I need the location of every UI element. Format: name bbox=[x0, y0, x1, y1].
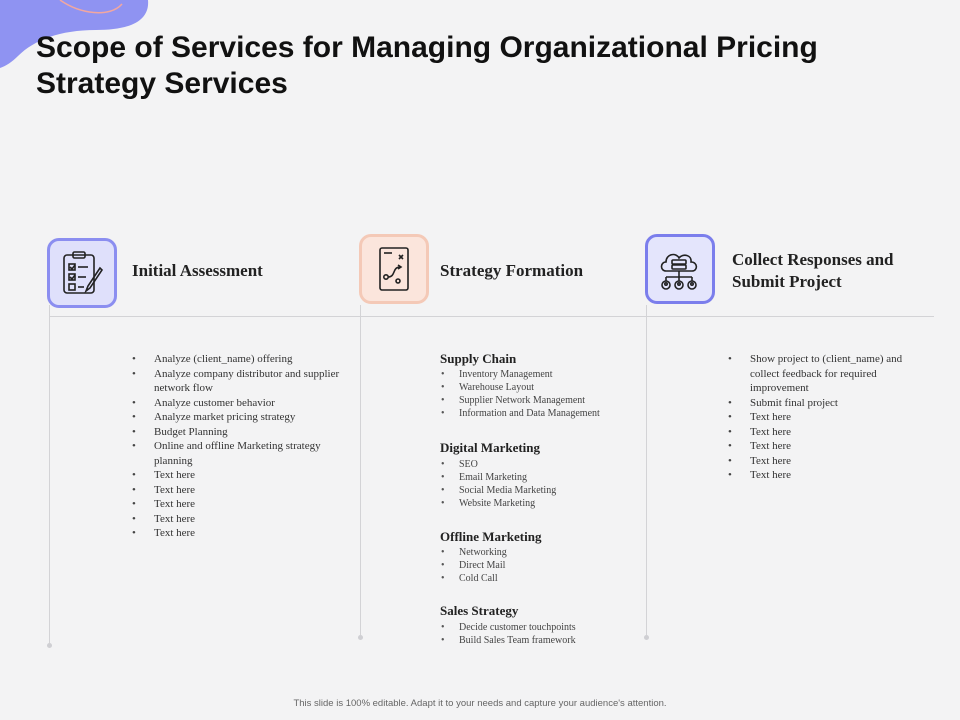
checklist-icon bbox=[60, 250, 104, 296]
list-item: • Text here bbox=[130, 512, 340, 527]
list-item: • SEO bbox=[440, 458, 645, 471]
list-item: • Text here bbox=[130, 526, 340, 541]
horizontal-divider bbox=[50, 316, 934, 317]
timeline-line-2 bbox=[360, 305, 361, 637]
list-item: • Analyze (client_name) offering bbox=[130, 352, 340, 367]
timeline-line-1 bbox=[49, 305, 50, 645]
list-item: • Submit final project bbox=[726, 396, 906, 411]
digital-marketing-list bbox=[440, 458, 645, 510]
footer-note: This slide is 100% editable. Adapt it to your needs and capture your audience's attention. bbox=[293, 698, 667, 709]
heading-strategy-formation: Strategy Formation bbox=[440, 261, 584, 280]
icon-card-strategy-formation bbox=[359, 234, 429, 304]
list-item: • Analyze market pricing strategy bbox=[130, 410, 340, 425]
list-item: • Decide customer touchpoints bbox=[440, 621, 645, 634]
list-item: • Text here bbox=[130, 497, 340, 512]
list-item: • Direct Mail bbox=[440, 559, 645, 572]
offline-marketing-list bbox=[440, 546, 645, 585]
section-title-sales-strategy: Sales Strategy bbox=[440, 603, 519, 618]
heading-initial-assessment: Initial Assessment bbox=[132, 261, 263, 280]
section-title-supply-chain: Supply Chain bbox=[440, 351, 517, 366]
section-title-offline-marketing: Offline Marketing bbox=[440, 529, 542, 544]
cloud-network-icon bbox=[654, 243, 706, 295]
list-item: • Text here bbox=[130, 483, 340, 498]
list-item: • Networking bbox=[440, 546, 645, 559]
list-item: • Analyze customer behavior bbox=[130, 396, 340, 411]
supply-chain-list bbox=[440, 368, 645, 420]
list-item: • Text here bbox=[726, 454, 906, 469]
list-item: • Online and offline Marketing strategy planning bbox=[130, 439, 340, 468]
list-item: • Inventory Management bbox=[440, 368, 645, 381]
list-item: • Text here bbox=[130, 468, 340, 483]
list-item: • Text here bbox=[726, 439, 906, 454]
heading-collect-responses: Collect Responses and Submit Project bbox=[732, 250, 894, 291]
timeline-line-3 bbox=[646, 305, 647, 637]
icon-card-initial-assessment bbox=[47, 238, 117, 308]
list-item: • Text here bbox=[726, 410, 906, 425]
list-item: • Budget Planning bbox=[130, 425, 340, 440]
collect-responses-list bbox=[726, 352, 906, 483]
sales-strategy-list bbox=[440, 621, 645, 647]
page-title: Scope of Services for Managing Organizational Pricing Strategy Services bbox=[36, 31, 818, 100]
list-item: • Social Media Marketing bbox=[440, 484, 645, 497]
list-item: • Supplier Network Management bbox=[440, 394, 645, 407]
list-item: • Build Sales Team framework bbox=[440, 634, 645, 647]
list-item: • Analyze company distributor and supplier network flow bbox=[130, 367, 340, 396]
list-item: • Email Marketing bbox=[440, 471, 645, 484]
list-item: • Text here bbox=[726, 425, 906, 440]
list-item: • Warehouse Layout bbox=[440, 381, 645, 394]
list-item: • Show project to (client_name) and collect feedback for required improvement bbox=[726, 352, 906, 396]
list-item: • Information and Data Management bbox=[440, 407, 645, 420]
initial-assessment-list bbox=[130, 352, 340, 541]
list-item: • Text here bbox=[726, 468, 906, 483]
list-item: • Cold Call bbox=[440, 572, 645, 585]
section-title-digital-marketing: Digital Marketing bbox=[440, 440, 541, 455]
icon-card-collect-responses bbox=[645, 234, 715, 304]
strategy-board-icon bbox=[376, 245, 412, 293]
list-item: • Website Marketing bbox=[440, 497, 645, 510]
